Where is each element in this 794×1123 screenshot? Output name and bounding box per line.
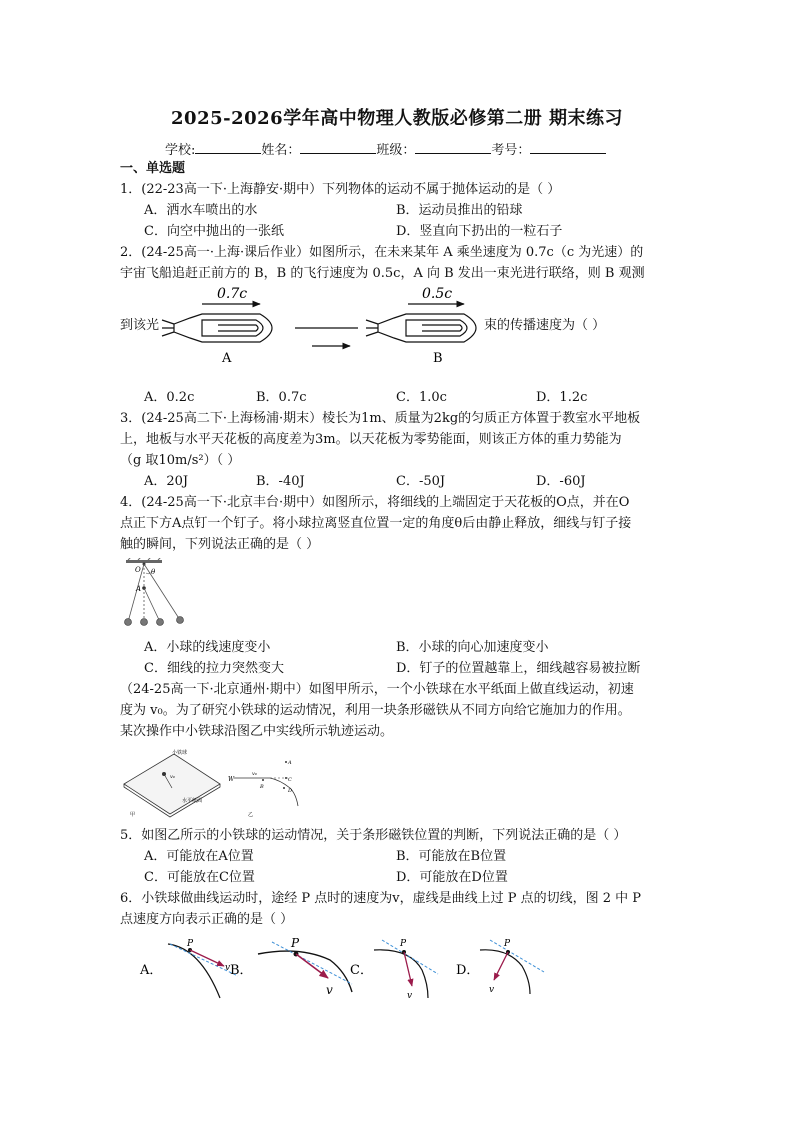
iron-ball-figure xyxy=(120,744,320,818)
q1-stem: 1．(22-23高一下·上海静安·期中）下列物体的运动不属于抛体运动的是（ ） xyxy=(120,182,561,197)
q1-option-a: A．洒水车喷出的水 xyxy=(144,203,258,218)
q6-option-c-figure xyxy=(374,939,438,1001)
q6-line-1: 6．小铁球做曲线运动时，途经 P 点时的速度为v，虚线是曲线上过 P 点的切线，图 2 中 P xyxy=(120,891,642,906)
yi-caption: 乙 xyxy=(248,812,254,818)
student-info-line xyxy=(165,139,606,158)
q4-line-3: 触的瞬间，下列说法正确的是（ ） xyxy=(120,537,320,552)
q1-option-b: B．运动员推出的铅球 xyxy=(396,203,523,218)
q6-opt-c-label: C． xyxy=(350,963,373,978)
ball-start xyxy=(177,617,184,624)
q6-c-p: P xyxy=(400,939,407,949)
q3-line-3: （g 取10m/s²）（ ） xyxy=(120,453,241,468)
ship-b-velocity-label: 0.5c xyxy=(422,286,453,302)
q6-opt-d-label: D． xyxy=(456,963,480,978)
jia-v0-label: v₀ xyxy=(170,774,175,780)
ball-left xyxy=(125,619,132,626)
point-a-marker: A xyxy=(288,760,292,766)
ship-b-label: B xyxy=(433,351,443,366)
ship-a-label: A xyxy=(222,351,232,366)
q6-c-v: v xyxy=(407,991,413,1001)
q4-option-d: D．钉子的位置越靠上，细线越容易被拉断 xyxy=(396,661,641,676)
q6-line-2: 点速度方向表示正确的是（ ） xyxy=(120,912,294,927)
q2-line-1: 2．(24-25高一·上海·课后作业）如图所示，在未来某年 A 乘坐速度为 0.7c（c 为光速）的 xyxy=(120,245,644,260)
q6-opt-b-label: B． xyxy=(230,963,253,978)
class-blank[interactable] xyxy=(415,140,491,154)
q5-option-d: D．可能放在D位置 xyxy=(396,870,508,885)
school-blank[interactable] xyxy=(195,140,261,154)
ball-bottom xyxy=(141,619,148,626)
q4-option-c: C．细线的拉力突然变大 xyxy=(144,661,284,676)
q6-a-p: P xyxy=(187,939,194,949)
q6-d-v: v xyxy=(489,985,495,995)
name-blank[interactable] xyxy=(300,140,376,154)
q3-line-1: 3．(24-25高二下·上海杨浦·期末）棱长为1m、质量为2kg的匀质正方体置于教室水平地板 xyxy=(120,411,641,426)
q3-option-b: B．-40J xyxy=(256,474,305,489)
q6-option-a-figure xyxy=(168,939,238,998)
name-label: 姓名： xyxy=(261,143,301,158)
q6-b-v: v xyxy=(326,983,333,997)
q5-option-c: C．可能放在C位置 xyxy=(144,870,255,885)
ship-b-icon xyxy=(366,314,476,342)
class-label: 班级： xyxy=(376,143,416,158)
q4-line-2: 点正下方A点钉一个钉子。将小球拉离竖直位置一定的角度θ后由静止释放，细线与钉子接 xyxy=(120,516,632,531)
velocity-options-figure xyxy=(130,932,560,1004)
q4-option-b: B．小球的向心加速度变小 xyxy=(396,640,549,655)
q3-line-2: 上，地板与水平天花板的高度差为3m。以天花板为零势能面，则该正方体的重力势能为 xyxy=(120,432,622,447)
passage-line-1: （24-25高一下·北京通州·期中）如图甲所示，一个小铁球在水平纸面上做直线运动，初速 xyxy=(120,682,634,697)
q6-b-p: P xyxy=(291,936,300,950)
theta-label: θ xyxy=(151,568,156,576)
ship-a-velocity-label: 0.7c xyxy=(217,286,248,302)
q2-lead-text: 到该光 xyxy=(120,318,160,333)
q3-option-c: C．-50J xyxy=(396,474,446,489)
q3-option-d: D．-60J xyxy=(536,474,586,489)
ship-a-icon xyxy=(162,314,272,342)
q1-option-d: D．竖直向下扔出的一粒石子 xyxy=(396,224,563,239)
passage-line-3: 某次操作中小铁球沿图乙中实线所示轨迹运动。 xyxy=(120,724,394,739)
q3-option-a: A．20J xyxy=(144,474,189,489)
q2-tail-text: 束的传播速度为（ ） xyxy=(484,318,606,333)
figure-jia xyxy=(124,749,220,818)
iron-ball-label: 小铁球 xyxy=(172,750,188,756)
ball-right xyxy=(157,619,164,626)
q6-a-v: v xyxy=(225,963,231,973)
point-c-marker: C xyxy=(288,777,292,783)
q5-option-b: B．可能放在B位置 xyxy=(396,849,507,864)
school-label: 学校: xyxy=(165,143,196,158)
point-d-marker: D xyxy=(288,788,293,794)
q6-option-d-figure xyxy=(480,939,544,995)
q2-option-a: A．0.2c xyxy=(144,390,195,405)
q2-line-2: 宇宙飞船追赶正前方的 B，B 的飞行速度为 0.5c，A 向 B 发出一束光进行联络，则 B 观测 xyxy=(120,266,645,281)
yi-w-label: W xyxy=(228,776,235,783)
q2-option-b: B．0.7c xyxy=(256,390,307,405)
yi-v0-label: v₀ xyxy=(252,771,257,777)
q2-option-d: D．1.2c xyxy=(536,390,588,405)
q6-opt-a-label: A． xyxy=(140,963,163,978)
figure-yi xyxy=(228,760,298,818)
q6-d-p: P xyxy=(504,939,511,949)
point-b-marker: B xyxy=(260,784,264,790)
q5-option-a: A．可能放在A位置 xyxy=(144,849,254,864)
spaceship-figure xyxy=(160,284,490,366)
q2-option-c: C．1.0c xyxy=(396,390,447,405)
passage-line-2: 度为 v₀。为了研究小铁球的运动情况，利用一块条形磁铁从不同方向给它施加力的作用。 xyxy=(120,703,631,718)
paper-label: 水平纸面 xyxy=(182,798,203,804)
q6-option-b-figure xyxy=(258,936,352,997)
page-title: 2025-2026学年高中物理人教版必修第二册 期末练习 xyxy=(171,108,623,129)
q4-line-1: 4．(24-25高一下·北京丰台·期中）如图所示，将细线的上端固定于天花板的O点，并在O xyxy=(120,495,630,510)
yi-curved-path xyxy=(270,778,298,806)
section-label: 一、单选题 xyxy=(120,161,186,176)
jia-caption: 甲 xyxy=(130,812,136,818)
pendulum-figure xyxy=(116,558,196,632)
point-a-label: A xyxy=(136,585,142,593)
point-o-label: O xyxy=(135,566,141,574)
q5-stem: 5．如图乙所示的小铁球的运动情况，关于条形磁铁位置的判断，下列说法正确的是（ ） xyxy=(120,828,627,843)
exam-number-blank[interactable] xyxy=(530,140,606,154)
exam-number-label: 考号： xyxy=(491,143,531,158)
q4-option-a: A．小球的线速度变小 xyxy=(144,640,271,655)
q1-option-c: C．向空中抛出的一张纸 xyxy=(144,224,284,239)
